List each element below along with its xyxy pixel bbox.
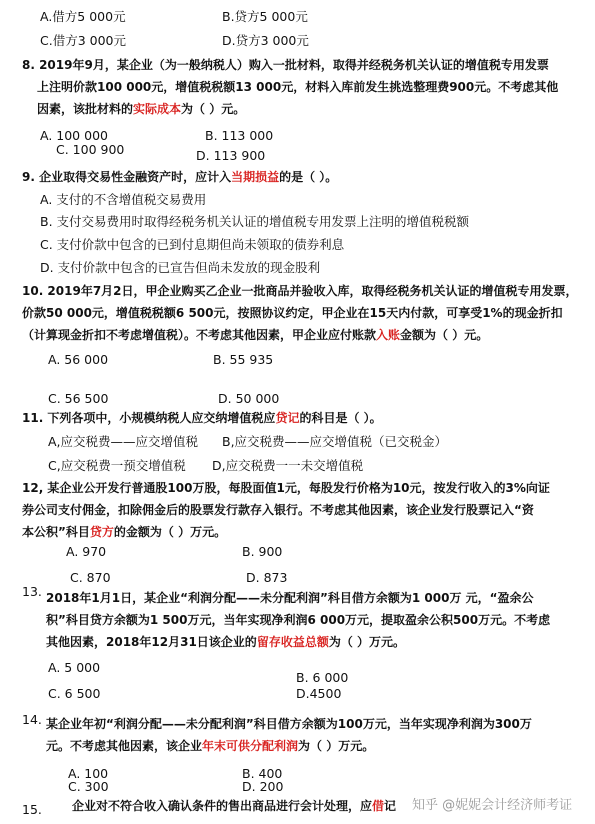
q14-text-end: 为（ ）万元。 bbox=[298, 739, 375, 753]
q14-line1: 某企业年初“利润分配——未分配利润”科目借方余额为100万元，当年实现净利润为300万 bbox=[46, 717, 532, 731]
q11-stem bbox=[22, 410, 382, 426]
q13-line2: 积”科目贷方余额为1 500万元，当年实现净利润6 000万元，提取盈余公积500万元。不考虑 bbox=[46, 613, 551, 627]
q11-text-end: 的科目是（ ）。 bbox=[299, 411, 382, 425]
q10-option-d: D. 50 000 bbox=[218, 391, 280, 406]
q11-option-a: A,应交税费——应交增值税 bbox=[48, 434, 199, 449]
q8-line3 bbox=[37, 101, 245, 117]
q12-option-b: B. 900 bbox=[242, 544, 283, 559]
option-b: B.贷方5 000元 bbox=[222, 9, 308, 24]
q11-option-c: C,应交税费一预交增值税 bbox=[48, 458, 186, 473]
q8-option-a: A. 100 000 bbox=[40, 128, 108, 143]
q14-option-c: C. 300 bbox=[68, 779, 109, 794]
q14-keyword: 年末可供分配利润 bbox=[202, 739, 299, 753]
q11-option-b: B,应交税费——应交增值税（已交税金） bbox=[222, 434, 448, 449]
option-d: D.贷方3 000元 bbox=[222, 33, 309, 48]
option-a: A.借方5 000元 bbox=[40, 9, 126, 24]
q10-option-a: A. 56 000 bbox=[48, 352, 109, 367]
q8-option-c: C. 100 900 bbox=[56, 142, 125, 157]
q8-keyword: 实际成本 bbox=[133, 102, 182, 116]
q8-option-d: D. 113 900 bbox=[196, 148, 266, 163]
q9-option-b: B. 支付交易费用时取得经税务机关认证的增值税专用发票上注明的增值税税额 bbox=[40, 214, 470, 229]
q9-option-a: A. 支付的不含增值税交易费用 bbox=[40, 192, 207, 207]
q14-option-a: A. 100 bbox=[68, 766, 109, 781]
q13-keyword: 留存收益总额 bbox=[256, 635, 329, 649]
q12-option-d: D. 873 bbox=[246, 570, 288, 585]
q11-text: 11. 下列各项中，小规模纳税人应交纳增值税应 bbox=[22, 411, 276, 425]
q13-option-a: A. 5 000 bbox=[48, 660, 101, 675]
q12-text-end: 的金额为（ ）万元。 bbox=[113, 525, 227, 539]
q13-text-end: 为（ ）万元。 bbox=[328, 635, 406, 649]
q10-option-c: C. 56 500 bbox=[48, 391, 109, 406]
q13-option-d: D.4500 bbox=[296, 686, 342, 701]
q10-line2: 价款50 000元，增值税税额6 500元，按照协议约定，甲企业在15天内付款，可享受1%的现金折扣 bbox=[22, 306, 563, 320]
q15-number: 15. bbox=[22, 802, 42, 817]
q14-number: 14. bbox=[22, 712, 42, 727]
q12-text: 本公积”科目 bbox=[22, 525, 90, 539]
q9-keyword: 当期损益 bbox=[231, 170, 280, 184]
q9-text: 9. 企业取得交易性金融资产时，应计入 bbox=[22, 170, 232, 184]
q8-line2: 上注明价款100 000元，增值税税额13 000元，材料入库前发生挑选整理费900元。不考虑其他 bbox=[37, 80, 559, 94]
q14-text: 元。不考虑其他因素，该企业 bbox=[46, 739, 203, 753]
q12-keyword: 贷方 bbox=[89, 525, 114, 539]
q10-line1: 10. 2019年7月2日，甲企业购买乙企业一批商品并验收入库，取得经税务机关认证的增值税专用发票， bbox=[22, 284, 578, 298]
q10-text: （计算现金折扣不考虑增值税）。不考虑其他因素，甲企业应付账款 bbox=[22, 328, 377, 342]
q13-line3 bbox=[46, 634, 405, 650]
q10-keyword: 入账 bbox=[376, 328, 401, 342]
q11-option-d: D,应交税费一一未交增值税 bbox=[212, 458, 364, 473]
q8-option-b: B. 113 000 bbox=[205, 128, 274, 143]
watermark: 知乎 @妮妮会计经济师考证 bbox=[412, 798, 573, 813]
q14-option-d: D. 200 bbox=[242, 779, 284, 794]
q13-number: 13. bbox=[22, 584, 42, 599]
q8-line1: 8. 2019年9月，某企业（为一般纳税人）购入一批材料，取得并经税务机关认证的增值税专用发票 bbox=[22, 58, 549, 72]
q15-line1 bbox=[72, 798, 396, 814]
q10-line3 bbox=[22, 327, 488, 343]
q10-text-end: 金额为（ ）元。 bbox=[400, 328, 489, 342]
q9-option-d: D. 支付价款中包含的已宣告但尚未发放的现金股利 bbox=[40, 260, 321, 275]
q13-text: 其他因素，2018年12月31日该企业的 bbox=[46, 635, 257, 649]
q10-option-b: B. 55 935 bbox=[213, 352, 274, 367]
q12-line3 bbox=[22, 524, 226, 540]
q13-option-b: B. 6 000 bbox=[296, 670, 349, 685]
q15-text-end: 记 bbox=[384, 799, 397, 813]
q11-keyword: 贷记 bbox=[275, 411, 300, 425]
q14-option-b: B. 400 bbox=[242, 766, 283, 781]
q9-stem bbox=[22, 169, 337, 185]
q12-option-a: A. 970 bbox=[66, 544, 107, 559]
q15-text: 企业对不符合收入确认条件的售出商品进行会计处理，应 bbox=[72, 799, 373, 813]
q13-line1: 2018年1月1日，某企业“利润分配——未分配利润”科目借方余额为1 000万 元，“盈余公 bbox=[46, 591, 534, 605]
q14-line2 bbox=[46, 738, 374, 754]
q13-option-c: C. 6 500 bbox=[48, 686, 101, 701]
q8-text: 因素，该批材料的 bbox=[37, 102, 134, 116]
q9-option-c: C. 支付价款中包含的已到付息期但尚未领取的债券利息 bbox=[40, 237, 345, 252]
q9-text-end: 的是（ ）。 bbox=[279, 170, 338, 184]
q12-line1: 12, 某企业公开发行普通股100万股，每股面值1元，每股发行价格为10元，按发行收入的3%向证 bbox=[22, 481, 550, 495]
q15-keyword: 借 bbox=[372, 799, 385, 813]
q12-line2: 券公司支付佣金，扣除佣金后的股票发行款存入银行。不考虑其他因素，该企业发行股票记入“资 bbox=[22, 503, 534, 517]
q8-text-end: 为（ ）元。 bbox=[181, 102, 246, 116]
q12-option-c: C. 870 bbox=[70, 570, 111, 585]
option-c: C.借方3 000元 bbox=[40, 33, 126, 48]
